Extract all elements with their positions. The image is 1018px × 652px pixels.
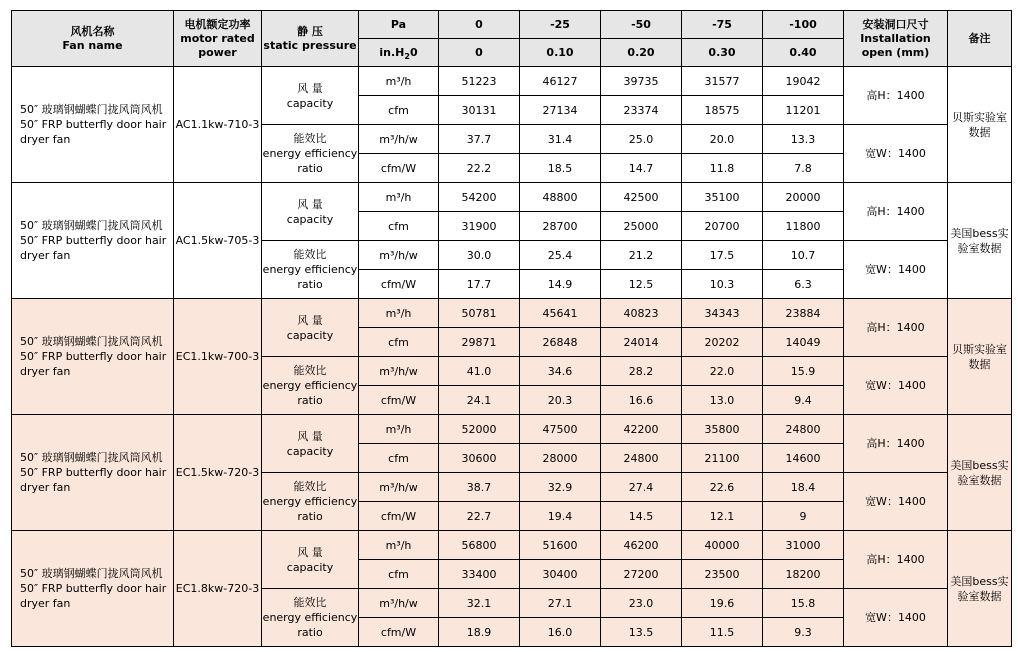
capacity-label-en: capacity xyxy=(286,212,334,226)
height-cell: 高H：1400 xyxy=(844,415,948,473)
value-cell: 14.9 xyxy=(520,270,601,299)
value-cell: 21.2 xyxy=(601,241,682,270)
width-cell: 宽W：1400 xyxy=(844,125,948,183)
value-cell: 27.1 xyxy=(520,589,601,618)
motor-cell: EC1.5kw-720-3 xyxy=(174,415,262,531)
unit-cell: cfm xyxy=(359,328,439,357)
header-pressure-en: static pressure xyxy=(263,38,357,52)
value-cell: 25000 xyxy=(601,212,682,241)
efficiency-label-en: energy efficiency ratio xyxy=(262,495,358,523)
header-inh2o-value: 0.10 xyxy=(520,39,601,67)
efficiency-label xyxy=(262,357,359,415)
value-cell: 14.5 xyxy=(601,502,682,531)
width-cell: 宽W：1400 xyxy=(844,241,948,299)
value-cell: 39735 xyxy=(601,67,682,96)
value-cell: 47500 xyxy=(520,415,601,444)
value-cell: 18.4 xyxy=(763,473,844,502)
value-cell: 16.0 xyxy=(520,618,601,647)
value-cell: 13.0 xyxy=(682,386,763,415)
value-cell: 51600 xyxy=(520,531,601,560)
value-cell: 25.0 xyxy=(601,125,682,154)
value-cell: 48800 xyxy=(520,183,601,212)
value-cell: 41.0 xyxy=(439,357,520,386)
motor-cell: AC1.5kw-705-3 xyxy=(174,183,262,299)
capacity-label-cn: 风 量 xyxy=(297,197,323,211)
unit-cell: cfm xyxy=(359,96,439,125)
value-cell: 15.8 xyxy=(763,589,844,618)
width-cell: 宽W：1400 xyxy=(844,357,948,415)
header-pa-value: -50 xyxy=(601,11,682,39)
header-inh2o-value: 0.40 xyxy=(763,39,844,67)
efficiency-label-cn: 能效比 xyxy=(293,480,327,493)
width-cell: 宽W：1400 xyxy=(844,589,948,647)
value-cell: 11800 xyxy=(763,212,844,241)
value-cell: 21100 xyxy=(682,444,763,473)
value-cell: 45641 xyxy=(520,299,601,328)
value-cell: 20.0 xyxy=(682,125,763,154)
value-cell: 22.2 xyxy=(439,154,520,183)
header-remark: 备注 xyxy=(948,11,1012,67)
unit-cell: m³/h/w xyxy=(359,589,439,618)
table-header xyxy=(12,11,1012,67)
fan-group xyxy=(12,531,1012,647)
value-cell: 34343 xyxy=(682,299,763,328)
value-cell: 23374 xyxy=(601,96,682,125)
value-cell: 24800 xyxy=(601,444,682,473)
value-cell: 19.6 xyxy=(682,589,763,618)
fan-name-cell xyxy=(12,67,174,183)
fan-name-en: 50″ FRP butterfly door hair dryer fan xyxy=(20,234,167,262)
value-cell: 34.6 xyxy=(520,357,601,386)
value-cell: 31000 xyxy=(763,531,844,560)
unit-cell: m³/h xyxy=(359,183,439,212)
value-cell: 38.7 xyxy=(439,473,520,502)
value-cell: 17.5 xyxy=(682,241,763,270)
unit-cell: m³/h xyxy=(359,67,439,96)
efficiency-label-cn: 能效比 xyxy=(293,364,327,377)
value-cell: 12.1 xyxy=(682,502,763,531)
unit-cell: m³/h/w xyxy=(359,125,439,154)
motor-cell: AC1.1kw-710-3 xyxy=(174,67,262,183)
fan-group xyxy=(12,415,1012,531)
value-cell: 54200 xyxy=(439,183,520,212)
header-unit-inh2o-suffix: 0 xyxy=(409,46,418,59)
value-cell: 20.3 xyxy=(520,386,601,415)
capacity-label xyxy=(262,299,359,357)
value-cell: 40823 xyxy=(601,299,682,328)
value-cell: 7.8 xyxy=(763,154,844,183)
value-cell: 46127 xyxy=(520,67,601,96)
value-cell: 26848 xyxy=(520,328,601,357)
value-cell: 25.4 xyxy=(520,241,601,270)
efficiency-label-cn: 能效比 xyxy=(293,248,327,261)
motor-cell: EC1.1kw-700-3 xyxy=(174,299,262,415)
value-cell: 14.7 xyxy=(601,154,682,183)
fan-name-cn: 50″ 玻璃钢蝴蝶门拢风筒风机 xyxy=(20,219,163,232)
value-cell: 18.5 xyxy=(520,154,601,183)
efficiency-label-cn: 能效比 xyxy=(293,596,327,609)
value-cell: 20700 xyxy=(682,212,763,241)
value-cell: 30131 xyxy=(439,96,520,125)
capacity-label-en: capacity xyxy=(286,560,334,574)
value-cell: 35100 xyxy=(682,183,763,212)
unit-cell: m³/h/w xyxy=(359,241,439,270)
value-cell: 28.2 xyxy=(601,357,682,386)
value-cell: 18200 xyxy=(763,560,844,589)
header-pressure-cn: 静 压 xyxy=(297,24,323,38)
efficiency-label-cn: 能效比 xyxy=(293,132,327,145)
value-cell: 19042 xyxy=(763,67,844,96)
efficiency-label-en: energy efficiency ratio xyxy=(262,379,358,407)
unit-cell: cfm xyxy=(359,560,439,589)
efficiency-label xyxy=(262,589,359,647)
header-motor xyxy=(174,11,262,67)
fan-name-cn: 50″ 玻璃钢蝴蝶门拢风筒风机 xyxy=(20,567,163,580)
value-cell: 16.6 xyxy=(601,386,682,415)
efficiency-label xyxy=(262,473,359,531)
unit-cell: m³/h/w xyxy=(359,357,439,386)
fan-name-en: 50″ FRP butterfly door hair dryer fan xyxy=(20,118,167,146)
unit-cell: cfm xyxy=(359,212,439,241)
fan-name-cn: 50″ 玻璃钢蝴蝶门拢风筒风机 xyxy=(20,335,163,348)
table-row xyxy=(12,67,1012,96)
capacity-label-cn: 风 量 xyxy=(297,429,323,443)
value-cell: 24800 xyxy=(763,415,844,444)
remark-cell: 贝斯实验室数据 xyxy=(948,299,1012,415)
capacity-label xyxy=(262,67,359,125)
value-cell: 27134 xyxy=(520,96,601,125)
header-pa-value: -25 xyxy=(520,11,601,39)
unit-cell: cfm xyxy=(359,444,439,473)
efficiency-label xyxy=(262,241,359,299)
remark-cell: 美国bess实验室数据 xyxy=(948,415,1012,531)
value-cell: 14600 xyxy=(763,444,844,473)
header-installation xyxy=(844,11,948,67)
value-cell: 13.3 xyxy=(763,125,844,154)
value-cell: 11.5 xyxy=(682,618,763,647)
value-cell: 18575 xyxy=(682,96,763,125)
value-cell: 42200 xyxy=(601,415,682,444)
value-cell: 18.9 xyxy=(439,618,520,647)
remark-cell: 美国bess实验室数据 xyxy=(948,531,1012,647)
table-row xyxy=(12,531,1012,560)
header-fan-name-en: Fan name xyxy=(62,38,123,52)
value-cell: 23.0 xyxy=(601,589,682,618)
height-cell: 高H：1400 xyxy=(844,67,948,125)
unit-cell: cfm/W xyxy=(359,386,439,415)
value-cell: 32.9 xyxy=(520,473,601,502)
value-cell: 28700 xyxy=(520,212,601,241)
capacity-label xyxy=(262,531,359,589)
fan-name-en: 50″ FRP butterfly door hair dryer fan xyxy=(20,350,167,378)
header-unit-inh2o xyxy=(359,39,439,67)
capacity-label-en: capacity xyxy=(286,444,334,458)
value-cell: 28000 xyxy=(520,444,601,473)
fan-name-cell xyxy=(12,415,174,531)
value-cell: 22.6 xyxy=(682,473,763,502)
remark-cell: 贝斯实验室数据 xyxy=(948,67,1012,183)
header-inh2o-value: 0 xyxy=(439,39,520,67)
fan-group xyxy=(12,67,1012,183)
fan-group xyxy=(12,183,1012,299)
value-cell: 56800 xyxy=(439,531,520,560)
height-cell: 高H：1400 xyxy=(844,299,948,357)
unit-cell: cfm/W xyxy=(359,270,439,299)
header-fan-name xyxy=(12,11,174,67)
header-motor-en: motor rated power xyxy=(180,31,255,59)
fan-name-cell xyxy=(12,183,174,299)
value-cell: 31577 xyxy=(682,67,763,96)
value-cell: 42500 xyxy=(601,183,682,212)
capacity-label-cn: 风 量 xyxy=(297,313,323,327)
header-pa-value: -75 xyxy=(682,11,763,39)
capacity-label xyxy=(262,183,359,241)
value-cell: 19.4 xyxy=(520,502,601,531)
header-pa-value: -100 xyxy=(763,11,844,39)
value-cell: 23884 xyxy=(763,299,844,328)
fan-name-cn: 50″ 玻璃钢蝴蝶门拢风筒风机 xyxy=(20,451,163,464)
capacity-label-cn: 风 量 xyxy=(297,81,323,95)
capacity-label-en: capacity xyxy=(286,328,334,342)
value-cell: 24014 xyxy=(601,328,682,357)
value-cell: 35800 xyxy=(682,415,763,444)
header-fan-name-cn: 风机名称 xyxy=(70,24,115,38)
unit-cell: cfm/W xyxy=(359,154,439,183)
fan-name-en: 50″ FRP butterfly door hair dryer fan xyxy=(20,466,167,494)
unit-cell: m³/h xyxy=(359,531,439,560)
unit-cell: m³/h/w xyxy=(359,473,439,502)
header-unit-pa: Pa xyxy=(359,11,439,39)
unit-cell: cfm/W xyxy=(359,502,439,531)
efficiency-label-en: energy efficiency ratio xyxy=(262,147,358,175)
value-cell: 22.0 xyxy=(682,357,763,386)
value-cell: 24.1 xyxy=(439,386,520,415)
efficiency-label-en: energy efficiency ratio xyxy=(262,263,358,291)
value-cell: 32.1 xyxy=(439,589,520,618)
value-cell: 9.4 xyxy=(763,386,844,415)
value-cell: 20202 xyxy=(682,328,763,357)
unit-cell: m³/h xyxy=(359,299,439,328)
efficiency-label-en: energy efficiency ratio xyxy=(262,611,358,639)
value-cell: 37.7 xyxy=(439,125,520,154)
header-installation-en: Installation open (mm) xyxy=(860,31,931,59)
value-cell: 27200 xyxy=(601,560,682,589)
capacity-label-cn: 风 量 xyxy=(297,545,323,559)
value-cell: 31900 xyxy=(439,212,520,241)
value-cell: 22.7 xyxy=(439,502,520,531)
value-cell: 52000 xyxy=(439,415,520,444)
unit-cell: cfm/W xyxy=(359,618,439,647)
capacity-label-en: capacity xyxy=(286,96,334,110)
header-pa-value: 0 xyxy=(439,11,520,39)
table-row xyxy=(12,183,1012,212)
value-cell: 33400 xyxy=(439,560,520,589)
fan-name-cell xyxy=(12,299,174,415)
value-cell: 46200 xyxy=(601,531,682,560)
header-unit-inh2o-sub: 2 xyxy=(404,52,410,62)
value-cell: 13.5 xyxy=(601,618,682,647)
fan-spec-table xyxy=(11,10,1012,647)
value-cell: 15.9 xyxy=(763,357,844,386)
header-unit-inh2o-prefix: in.H xyxy=(379,46,405,59)
fan-group xyxy=(12,299,1012,415)
height-cell: 高H：1400 xyxy=(844,531,948,589)
fan-name-cell xyxy=(12,531,174,647)
value-cell: 9.3 xyxy=(763,618,844,647)
fan-spec-sheet xyxy=(11,10,1012,647)
value-cell: 10.7 xyxy=(763,241,844,270)
remark-cell: 美国bess实验室数据 xyxy=(948,183,1012,299)
value-cell: 11201 xyxy=(763,96,844,125)
value-cell: 30.0 xyxy=(439,241,520,270)
value-cell: 40000 xyxy=(682,531,763,560)
table-row xyxy=(12,299,1012,328)
fan-name-en: 50″ FRP butterfly door hair dryer fan xyxy=(20,582,167,610)
value-cell: 30600 xyxy=(439,444,520,473)
fan-name-cn: 50″ 玻璃钢蝴蝶门拢风筒风机 xyxy=(20,103,163,116)
unit-cell: m³/h xyxy=(359,415,439,444)
value-cell: 29871 xyxy=(439,328,520,357)
value-cell: 11.8 xyxy=(682,154,763,183)
value-cell: 51223 xyxy=(439,67,520,96)
value-cell: 30400 xyxy=(520,560,601,589)
value-cell: 27.4 xyxy=(601,473,682,502)
value-cell: 6.3 xyxy=(763,270,844,299)
header-installation-cn: 安装洞口尺寸 xyxy=(862,17,929,31)
motor-cell: EC1.8kw-720-3 xyxy=(174,531,262,647)
height-cell: 高H：1400 xyxy=(844,183,948,241)
header-motor-cn: 电机额定功率 xyxy=(184,17,251,31)
value-cell: 17.7 xyxy=(439,270,520,299)
value-cell: 50781 xyxy=(439,299,520,328)
value-cell: 10.3 xyxy=(682,270,763,299)
capacity-label xyxy=(262,415,359,473)
table-row xyxy=(12,415,1012,444)
value-cell: 9 xyxy=(763,502,844,531)
width-cell: 宽W：1400 xyxy=(844,473,948,531)
header-inh2o-value: 0.20 xyxy=(601,39,682,67)
efficiency-label xyxy=(262,125,359,183)
value-cell: 12.5 xyxy=(601,270,682,299)
header-pressure xyxy=(262,11,359,67)
value-cell: 20000 xyxy=(763,183,844,212)
value-cell: 14049 xyxy=(763,328,844,357)
value-cell: 31.4 xyxy=(520,125,601,154)
value-cell: 23500 xyxy=(682,560,763,589)
header-inh2o-value: 0.30 xyxy=(682,39,763,67)
